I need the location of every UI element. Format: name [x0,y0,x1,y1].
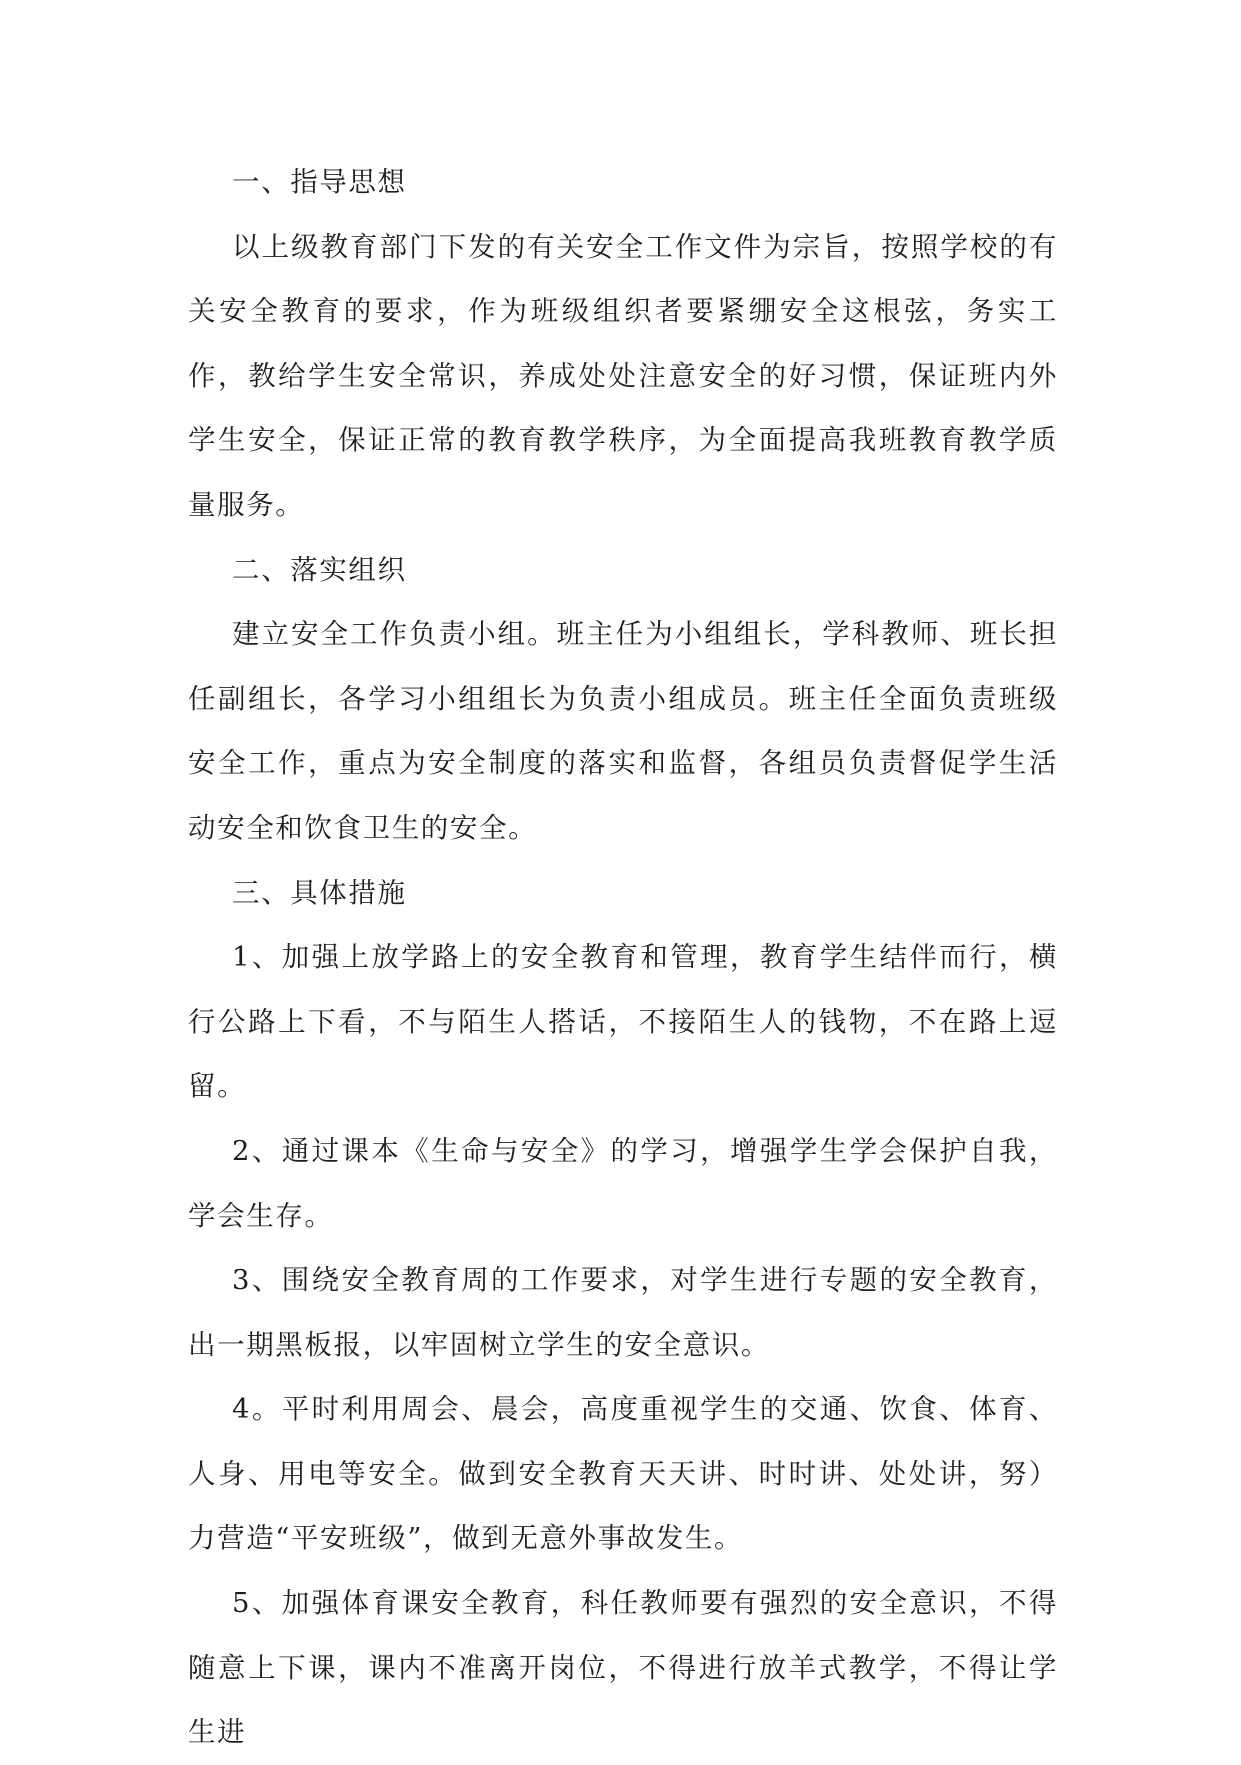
measure-item-4: 4。平时利用周会、晨会，高度重视学生的交通、饮食、体育、人身、用电等安全。做到安全教育天天讲、时时讲、处处讲，努）力营造“平安班级”，做到无意外事故发生。 [188,1393,1058,1555]
section-heading-guiding-ideology: 一、指导思想 [232,166,407,198]
measure-item-3: 3、围绕安全教育周的工作要求，对学生进行专题的安全教育，出一期黑板报，以牢固树立学生的安全意识。 [188,1264,1058,1361]
measure-item-1: 1、加强上放学路上的安全教育和管理，教育学生结伴而行，横行公路上下看，不与陌生人搭话，不接陌生人的钱物，不在路上逗留。 [188,941,1058,1103]
paragraph-organization: 建立安全工作负责小组。班主任为小组组长，学科教师、班长担任副组长，各学习小组组长为负责小组成员。班主任全面负责班级安全工作，重点为安全制度的落实和监督，各组员负责督促学生活动安全和饮食卫生的安全。 [188,618,1058,844]
measure-item-5: 5、加强体育课安全教育，科任教师要有强烈的安全意识，不得随意上下课，课内不准离开岗位，不得进行放羊式教学，不得让学生进 [188,1587,1058,1749]
paragraph-guiding-ideology: 以上级教育部门下发的有关安全工作文件为宗旨，按照学校的有关安全教育的要求，作为班级组织者要紧绷安全这根弦，务实工作，教给学生安全常识，养成处处注意安全的好习惯，保证班内外学生安全，保证正常的教育教学秩序，为全面提高我班教育教学质量服务。 [188,230,1058,521]
document-body [188,150,1058,1765]
section-heading-measures: 三、具体措施 [232,876,407,909]
measure-item-2: 2、通过课本《生命与安全》的学习，增强学生学会保护自我，学会生存。 [188,1134,1058,1232]
section-heading-organization: 二、落实组织 [232,553,407,586]
